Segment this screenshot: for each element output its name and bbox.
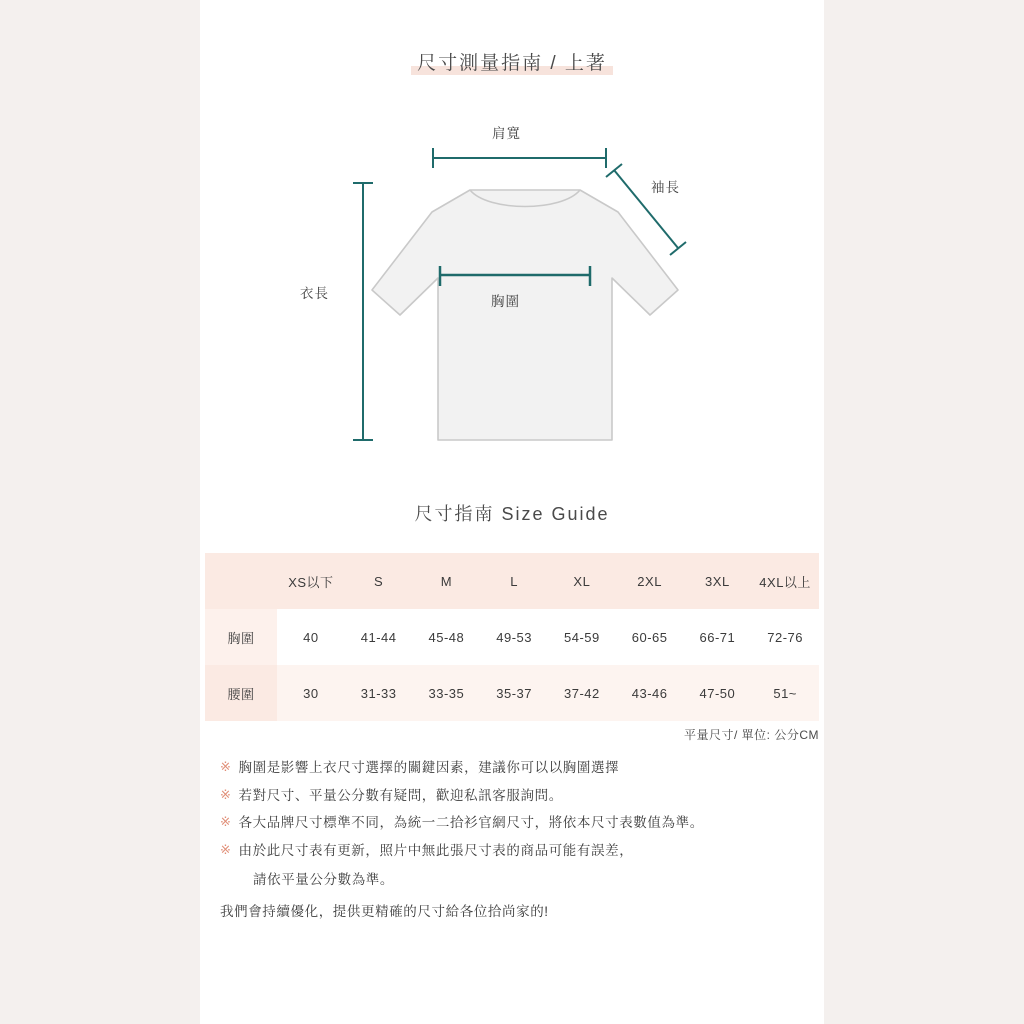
size-guide-heading: 尺寸指南 Size Guide: [414, 504, 610, 524]
table-cell: 54-59: [548, 609, 616, 665]
note-text: 由於此尺寸表有更新，照片中無此張尺寸表的商品可能有誤差，: [238, 842, 634, 858]
note-bullet-icon: ※: [220, 814, 232, 830]
table-header-cell: 4XL以上: [751, 553, 819, 609]
shoulder-measure-line: [433, 148, 606, 168]
row-label-waist: 腰圍: [205, 665, 277, 721]
label-length: 衣長: [300, 286, 329, 301]
table-header-cell: 2XL: [616, 553, 684, 609]
page-title: 尺寸測量指南 / 上著: [411, 48, 613, 75]
note-text: 胸圍是影響上衣尺寸選擇的關鍵因素，建議你可以以胸圍選擇: [238, 760, 620, 775]
table-header-cell: XL: [548, 553, 616, 609]
size-guide-page: [200, 0, 824, 1024]
note-item: [220, 758, 820, 778]
tshirt-shape: [372, 190, 678, 440]
table-cell: 41-44: [345, 609, 413, 665]
row-label-chest: 胸圍: [205, 609, 277, 665]
notes-list: [220, 758, 820, 920]
table-header-cell: XS以下: [277, 553, 345, 609]
table-header-cell: [205, 553, 277, 609]
table-header-cell: S: [345, 553, 413, 609]
label-chest: 胸圍: [491, 294, 520, 309]
note-item: [220, 813, 820, 833]
table-header-cell: 3XL: [684, 553, 752, 609]
table-cell: 60-65: [616, 609, 684, 665]
label-shoulder: 肩寬: [492, 126, 521, 141]
table-cell: 47-50: [684, 665, 752, 721]
table-cell: 66-71: [684, 609, 752, 665]
note-continuation: 請依平量公分數為準。: [253, 872, 394, 888]
note-bullet-icon: ※: [220, 759, 232, 774]
label-sleeve: 袖長: [651, 180, 680, 195]
table-cell: 49-53: [480, 609, 548, 665]
table-unit-note: 平量尺寸/ 單位: 公分CM: [684, 728, 819, 742]
table-cell: 43-46: [616, 665, 684, 721]
table-header-cell: M: [413, 553, 481, 609]
note-closing: 我們會持續優化，提供更精確的尺寸給各位拾尚家的!: [220, 904, 549, 920]
table-row: [205, 609, 819, 665]
note-bullet-icon: ※: [220, 786, 232, 802]
table-cell: 51~: [751, 665, 819, 721]
table-cell: 40: [277, 609, 345, 665]
table-cell: 33-35: [413, 665, 481, 721]
table-cell: 35-37: [480, 665, 548, 721]
table-row: [205, 665, 819, 721]
table-cell: 30: [277, 665, 345, 721]
note-text: 若對尺寸、平量公分數有疑問，歡迎私訊客服詢問。: [238, 787, 563, 803]
table-cell: 31-33: [345, 665, 413, 721]
note-item: [220, 841, 820, 861]
size-table: [205, 553, 819, 721]
table-header-row: [205, 553, 819, 609]
note-bullet-icon: ※: [220, 841, 232, 857]
note-text: 各大品牌尺寸標準不同，為統一二拾衫官網尺寸，將依本尺寸表數值為準。: [238, 815, 704, 831]
table-cell: 45-48: [413, 609, 481, 665]
length-measure-line: [353, 183, 373, 440]
garment-measurement-illustration: [200, 100, 824, 460]
table-cell: 37-42: [548, 665, 616, 721]
tshirt-diagram: [200, 100, 824, 460]
page-title-wrap: [200, 48, 824, 75]
table-header-cell: L: [480, 553, 548, 609]
note-item: [220, 786, 820, 806]
table-cell: 72-76: [751, 609, 819, 665]
